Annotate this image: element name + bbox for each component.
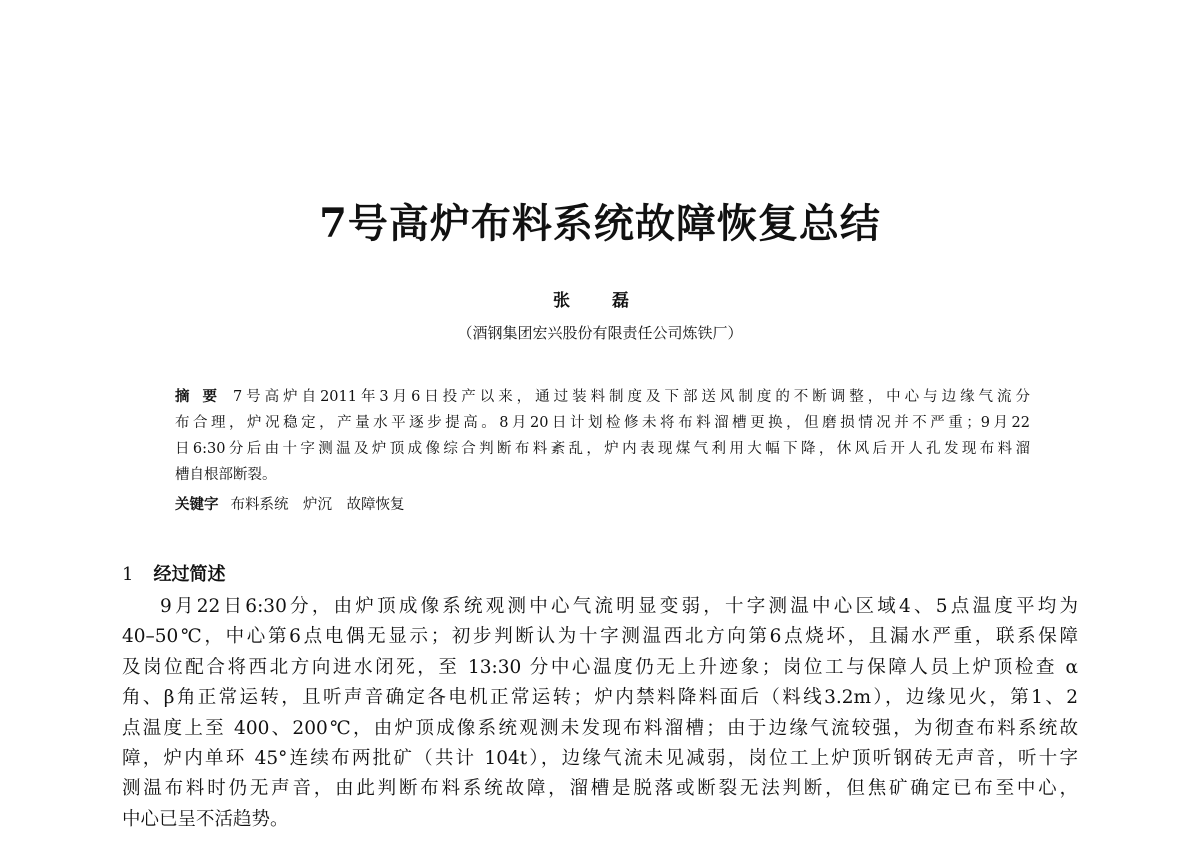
abstract-line: 布合理，炉况稳定，产量水平逐步提高。8月20日计划检修未将布料溜槽更换，但磨损情况并不严重；9月22	[175, 415, 1030, 431]
keywords-value: 布料系统 炉沉 故障恢复	[230, 497, 405, 513]
abstract-label: 摘 要	[175, 388, 221, 405]
keywords	[175, 492, 1030, 518]
body-line: 障，炉内单环 45°连续布两批矿（共计 104t），边缘气流未见减弱，岗位工上炉顶听钢砖无声音，听十字	[122, 747, 1078, 769]
keywords-label: 关键字	[175, 496, 219, 513]
affiliation: （酒钢集团宏兴股份有限责任公司炼铁厂）	[457, 324, 743, 342]
abstract-line: 槽自根部断裂。	[175, 467, 277, 483]
abstract	[175, 384, 1030, 518]
abstract-line: 日6:30分后由十字测温及炉顶成像综合判断布料紊乱，炉内表现煤气利用大幅下降，休风后开人孔发现布料溜	[175, 441, 1030, 457]
body-line: 及岗位配合将西北方向进水闭死，至 13:30 分中心温度仍无上升迹象；岗位工与保障人员上炉顶检查 α	[122, 656, 1078, 678]
body-text	[122, 592, 1078, 835]
body-line: 中心已呈不活趋势。	[122, 808, 289, 830]
section-number: 1	[122, 564, 134, 585]
body-line: 40–50℃，中心第6点电偶无显示；初步判断认为十字测温西北方向第6点烧坏，且漏水严重，联系保障	[122, 626, 1078, 648]
author: 张 磊	[553, 291, 647, 311]
section-heading	[122, 560, 225, 586]
body-line: 9月22日6:30分，由炉顶成像系统观测中心气流明显变弱，十字测温中心区域4、5点温度平均为	[160, 596, 1078, 617]
body-line: 测温布料时仍无声音，由此判断布料系统故障，溜槽是脱落或断裂无法判断，但焦矿确定已布至中心，	[122, 778, 1078, 800]
body-line: 角、β角正常运转，且听声音确定各电机正常运转；炉内禁料降料面后（料线3.2m），边缘见火，第1、2	[122, 687, 1078, 709]
abstract-line: 7号高炉自2011年3月6日投产以来，通过装料制度及下部送风制度的不断调整，中心与边缘气流分	[232, 389, 1030, 405]
paper-title: 7号高炉布料系统故障恢复总结	[319, 200, 881, 247]
body-line: 点温度上至 400、200℃，由炉顶成像系统观测未发现布料溜槽；由于边缘气流较强，为彻查布料系统故	[122, 717, 1078, 739]
section-title: 经过简述	[153, 564, 226, 585]
